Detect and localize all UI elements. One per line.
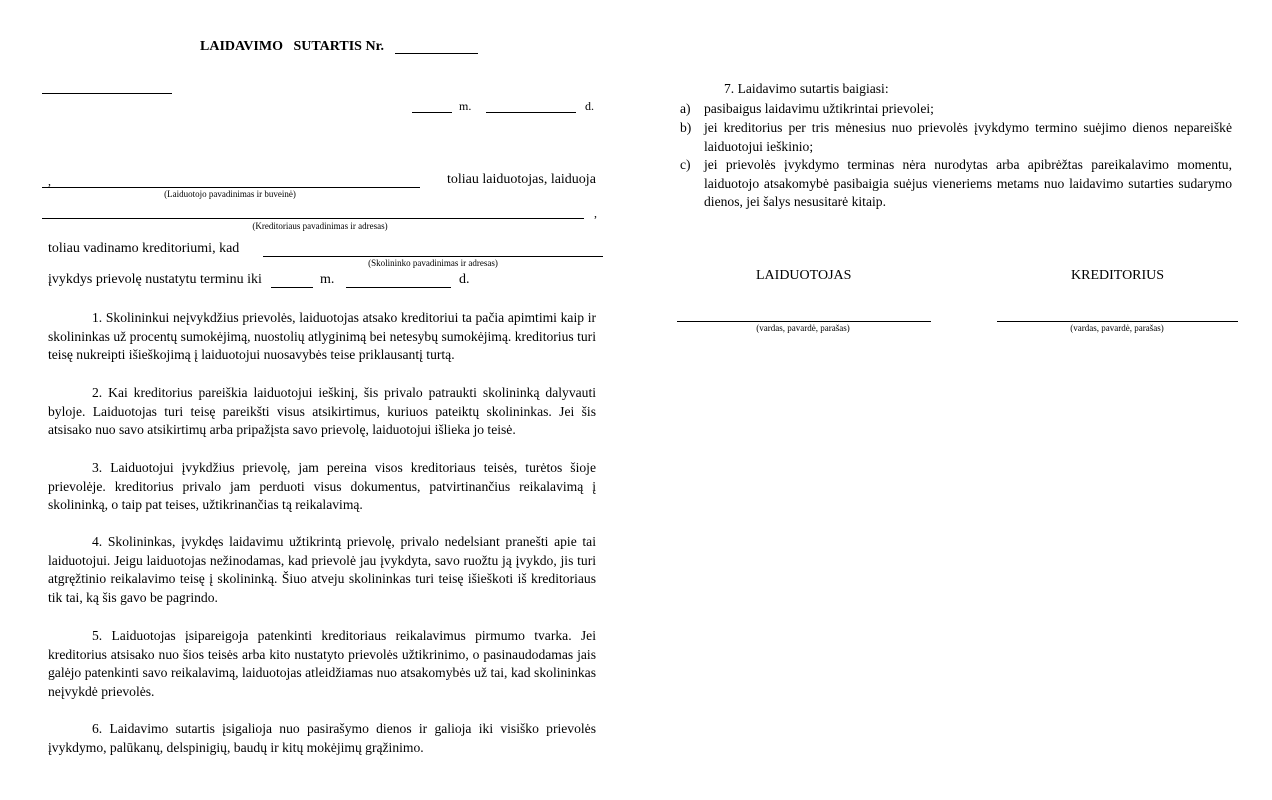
clause-3-text: 3. Laiduotojui įvykdžius prievolę, jam pereina visos kreditoriaus teisės, turėtos šioje prievolėje. kreditorius privalo jam perduoti visus dokumentus, patvirtinančius reikalavimą į skolininką, o taip pat teises, užtikrinančias tą reikalavimą.	[48, 460, 596, 513]
guarantor-signature-line	[677, 321, 931, 322]
item-marker: c)	[680, 157, 691, 172]
item-marker: a)	[680, 101, 691, 116]
creditor-text: toliau vadinamo kreditoriumi, kad	[48, 241, 240, 256]
clause-4	[48, 533, 596, 607]
clause-5-text: 5. Laiduotojas įsipareigoja patenkinti kreditoriaus reikalavimus pirmumo tvarka. Jei kreditorius atsisako nuo šios teisės arba kito nustatyto prievolės užtikrinimo, o pasinaudodamas jais galėjo patenkinti savo reikalavimą, laiduotojas atleidžiamas nuo atsakomybės už tai, kad skolininkas neįvykdė prievolės.	[48, 628, 596, 699]
clause-2-text: 2. Kai kreditorius pareiškia laiduotojui ieškinį, šis privalo patraukti skolininką dalyvauti byloje. Laiduotojas turi teisę pareikšti visus atsikirtimus, kuriuos pateiktų skolininkas. Jei šis atsisako nuo savo atsikirtimų arba pripažįsta savo prievolę, laiduotojui išlieka jo teisė.	[48, 385, 596, 438]
item-marker: b)	[680, 120, 692, 135]
guarantor-signature-label: LAIDUOTOJAS	[756, 268, 852, 283]
creditor-signature-label: KREDITORIUS	[1071, 268, 1165, 283]
fulfil-month-line	[346, 287, 451, 288]
fulfil-month-label: m.	[320, 272, 335, 287]
creditor-line	[42, 218, 584, 219]
clause-6-text: 6. Laidavimo sutartis įsigalioja nuo pasirašymo dienos ir galioja iki visiško prievolės įvykdymo, palūkanų, delspinigių, baudų ir kitų mokėjimų grąžinimo.	[48, 721, 596, 755]
creditor-signature-line	[997, 321, 1238, 322]
guarantor-signature-caption: (vardas, pavardė, parašas)	[756, 323, 850, 333]
clause-1	[48, 309, 596, 365]
guarantor-trailing-text: toliau laiduotojas, laiduoja	[447, 172, 596, 187]
clause-7-item-b	[680, 119, 1232, 156]
clause-1-text: 1. Skolininkui neįvykdžius prievolės, laiduotojas atsako kreditoriui ta pačia apimtimi kaip ir skolininkas už procentų sumokėjimą, nuostolių atlyginimą bei netesybų sumokėjimą. kreditorius turi teisę nukreipti išieškojimą į laiduotojui nuosavybės teise priklausantį turtą.	[48, 310, 596, 363]
item-text: pasibaigus laidavimu užtikrintai prievolei;	[704, 101, 934, 116]
comma-1: ,	[48, 174, 51, 188]
item-text: jei kreditorius per tris mėnesius nuo prievolės įvykdymo termino suėjimo dienos nepareiškė laiduotojui ieškinio;	[704, 120, 1232, 154]
contract-number-line	[395, 53, 478, 54]
item-text: jei prievolės įvykdymo terminas nėra nurodytas arba apibrėžtas pareikalavimo momentu, laiduotojo atsakomybė pasibaigia suėjus vieneriems metams nuo laidavimo sutarties sudarymo dienos, jei šalys nesusitarė kitaip.	[704, 157, 1232, 210]
clause-5	[48, 627, 596, 701]
clause-7-item-a	[680, 100, 1232, 119]
creditor-caption: (Kreditoriaus pavadinimas ir adresas)	[252, 221, 388, 231]
clause-6	[48, 720, 596, 757]
fulfil-text: įvykdys prievolę nustatytu terminu iki	[48, 272, 262, 287]
month-line	[486, 112, 576, 113]
creditor-signature-caption: (vardas, pavardė, parašas)	[1070, 323, 1164, 333]
fulfil-day-label: d.	[459, 272, 470, 287]
debtor-line	[263, 256, 603, 257]
guarantor-caption: (Laiduotojo pavadinimas ir buveinė)	[164, 189, 296, 199]
month-label: m.	[459, 99, 472, 113]
clause-3	[48, 459, 596, 515]
clause-2	[48, 384, 596, 440]
clause-4-text: 4. Skolininkas, įvykdęs laidavimu užtikrintą prievolę, privalo nedelsiant pranešti apie tai laiduotojui. Jeigu laiduotojas nežinodamas, kad prievolė jau įvykdyta, savo ruožtu ją įvykdo, jis turi atgręžtinio reikalavimo teisę į skolininką. Šiuo atveju skolininkas turi teisę išieškoti iš kreditoriaus tik tai, ką šis gavo be pagrindo.	[48, 534, 596, 605]
clause-7-item-c	[680, 156, 1232, 212]
fulfil-year-line	[271, 287, 313, 288]
debtor-caption: (Skolininko pavadinimas ir adresas)	[368, 258, 498, 268]
day-label: d.	[585, 99, 594, 113]
comma-2: ,	[594, 206, 597, 220]
clause-7-intro: 7. Laidavimo sutartis baigiasi:	[724, 81, 889, 96]
contract-title: LAIDAVIMO SUTARTIS Nr.	[200, 39, 385, 54]
place-line	[42, 93, 172, 94]
guarantor-line	[42, 187, 420, 188]
year-line	[412, 112, 452, 113]
